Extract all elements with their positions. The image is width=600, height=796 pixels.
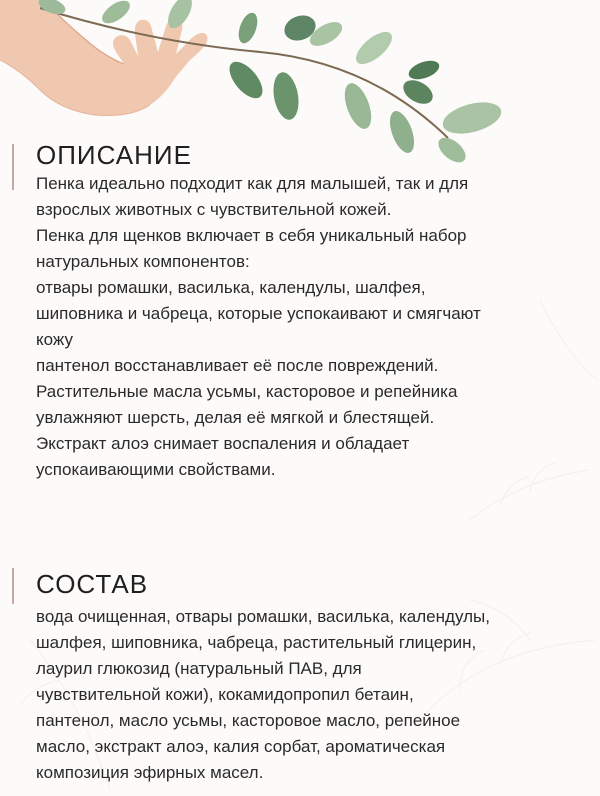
description-line: Экстракт алоэ снимает воспаления и обладает [36, 434, 410, 453]
composition-line: композиция эфирных масел. [36, 763, 264, 782]
description-heading: ОПИСАНИЕ [36, 140, 192, 170]
composition-line: шалфея, шиповника, чабреца, растительный глицерин, [36, 633, 477, 652]
description-line: отвары ромашки, василька, календулы, шалфея, [36, 278, 426, 297]
composition-line: масло, экстракт алоэ, калия сорбат, ароматическая [36, 737, 446, 756]
description-line: увлажняют шерсть, делая её мягкой и блестящей. [36, 408, 435, 427]
composition-line: вода очищенная, отвары ромашки, василька, календулы, [36, 607, 490, 626]
composition-line: пантенол, масло усьмы, касторовое масло, репейное [36, 711, 461, 730]
composition-text [36, 604, 576, 786]
composition-line: чувствительной кожи), кокамидопропил бетаин, [36, 685, 414, 704]
description-line: Пенка для щенков включает в себя уникальный набор [36, 226, 467, 245]
description-line: пантенол восстанавливает её после повреждений. [36, 356, 439, 375]
description-line: натуральных компонентов: [36, 252, 250, 271]
composition-line: лаурил глюкозид (натуральный ПАВ, для [36, 659, 362, 678]
description-line: Пенка идеально подходит как для малышей, так и для [36, 174, 469, 193]
composition-heading: СОСТАВ [36, 569, 149, 599]
description-line: успокаивающими свойствами. [36, 460, 276, 479]
description-line: кожу [36, 330, 73, 349]
description-line: Растительные масла усьмы, касторовое и репейника [36, 382, 458, 401]
description-line: шиповника и чабреца, которые успокаивают и смягчают [36, 304, 481, 323]
composition-accent-line [12, 568, 14, 604]
description-line: взрослых животных с чувствительной кожей. [36, 200, 392, 219]
